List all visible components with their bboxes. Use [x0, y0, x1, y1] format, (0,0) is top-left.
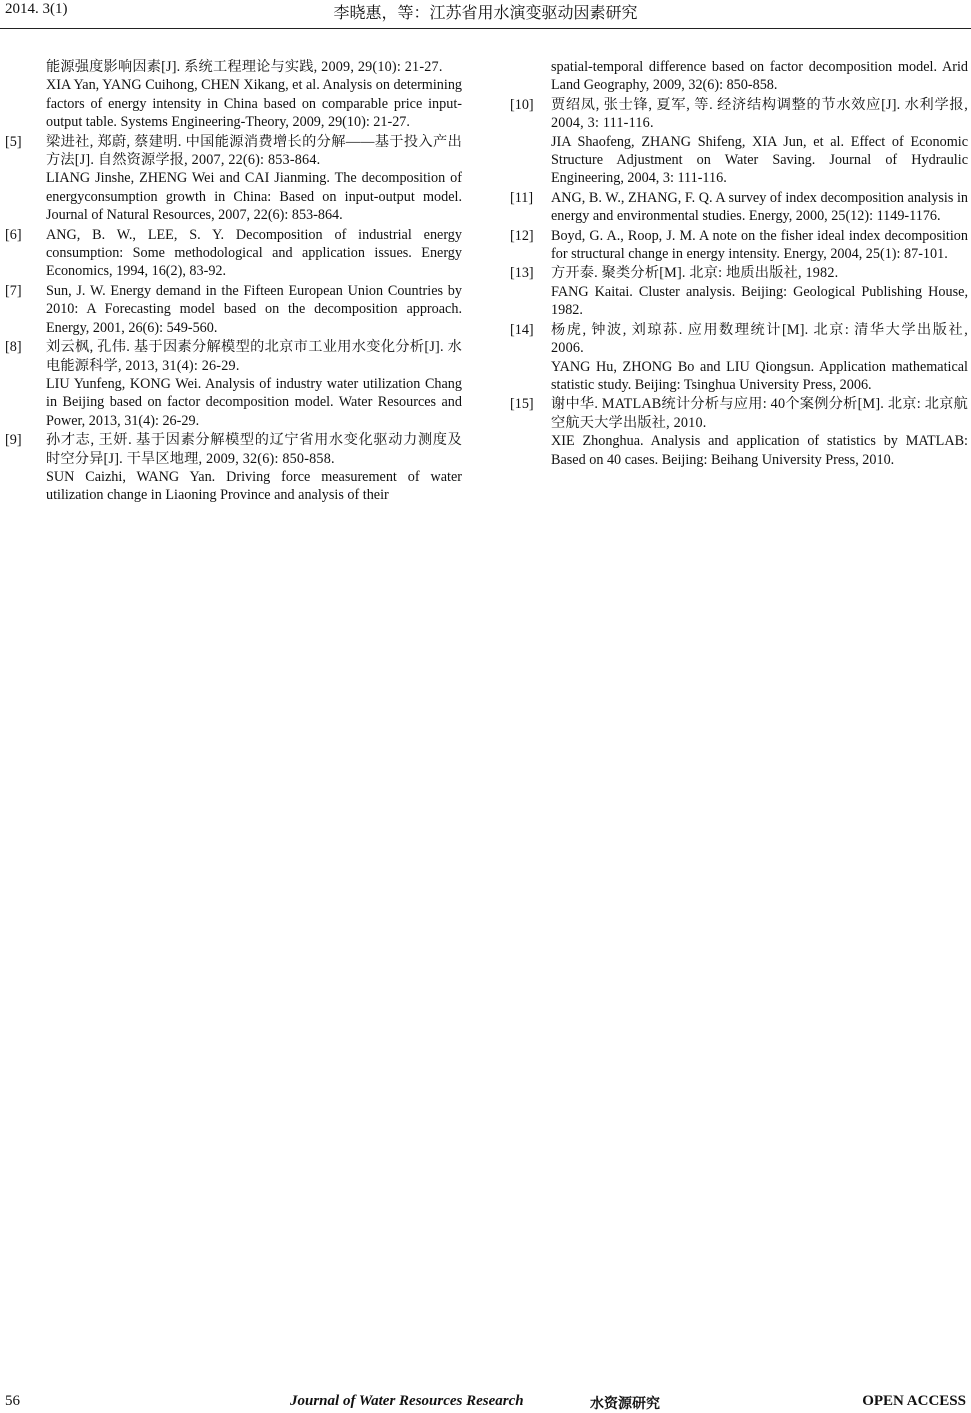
- reference-number: [9]: [5, 432, 22, 449]
- reference-text: YANG Hu, ZHONG Bo and LIU Qiongsun. Application mathematical statistic study. Beijing: Tsinghua University Press, 2006.: [551, 358, 968, 393]
- reference-number: [12]: [510, 227, 534, 244]
- reference-entry: [510, 189, 968, 226]
- reference-text: 杨虎, 钟波, 刘琼荪. 应用数理统计[M]. 北京: 清华大学出版社, 2006.: [551, 321, 968, 357]
- reference-text: 孙才志, 王妍. 基于因素分解模型的辽宁省用水变化驱动力测度及时空分异[J]. 干旱区地理, 2009, 32(6): 850-858.: [46, 432, 462, 467]
- reference-text: JIA Shaofeng, ZHANG Shifeng, XIA Jun, et al. Effect of Economic Structure Adjustment on Water Saving. Journal of Hydraulic Engineering, 2004, 3: 111-116.: [551, 133, 968, 187]
- reference-entry: [510, 227, 968, 264]
- reference-number: [6]: [5, 226, 22, 243]
- reference-entry: [5, 58, 462, 132]
- reference-entry: [510, 264, 968, 319]
- reference-number: [15]: [510, 396, 534, 413]
- reference-text: 能源强度影响因素[J]. 系统工程理论与实践, 2009, 29(10): 21-27.: [46, 59, 443, 75]
- open-access-label: OPEN ACCESS: [862, 1393, 966, 1409]
- reference-text: 刘云枫, 孔伟. 基于因素分解模型的北京市工业用水变化分析[J]. 水电能源科学, 2013, 31(4): 26-29.: [46, 339, 462, 374]
- reference-entry: [5, 282, 462, 337]
- references-left-column: [5, 58, 462, 506]
- reference-text: 谢中华. MATLAB统计分析与应用: 40个案例分析[M]. 北京: 北京航空航天大学出版社, 2010.: [551, 396, 968, 431]
- reference-text: SUN Caizhi, WANG Yan. Driving force measurement of water utilization change in Liaoning Province and analysis of their: [46, 468, 462, 504]
- reference-text: Sun, J. W. Energy demand in the Fifteen European Union Countries by 2010: A Forecasting model based on the decomposition approach. Energy, 2001, 26(6): 549-560.: [46, 282, 462, 336]
- issue-label: 2014. 3(1): [5, 1, 68, 17]
- references-right-column: [510, 58, 968, 470]
- reference-entry: [510, 58, 968, 95]
- reference-text: Boyd, G. A., Roop, J. M. A note on the fisher ideal index decomposition for structural change in energy intensity. Energy, 2004, 25(1): 87-101.: [551, 227, 968, 263]
- reference-text: 梁进社, 郑蔚, 蔡建明. 中国能源消费增长的分解——基于投入产出方法[J]. 自然资源学报, 2007, 22(6): 853-864.: [46, 133, 462, 169]
- reference-number: [7]: [5, 282, 22, 299]
- reference-text: FANG Kaitai. Cluster analysis. Beijing: Geological Publishing House, 1982.: [551, 283, 968, 319]
- reference-text: LIU Yunfeng, KONG Wei. Analysis of industry water utilization Chang in Beijing based on factor decomposition model. Water Resources and Power, 2013, 31(4): 26-29.: [46, 375, 462, 429]
- reference-entry: [5, 431, 462, 505]
- reference-text: XIE Zhonghua. Analysis and application of statistics by MATLAB: Based on 40 cases. Beijing: Beihang University Press, 2010.: [551, 433, 968, 468]
- reference-text: spatial-temporal difference based on factor decomposition model. Arid Land Geography, 2009, 32(6): 850-858.: [551, 59, 968, 94]
- journal-title-zh: 水资源研究: [590, 1396, 660, 1412]
- reference-number: [11]: [510, 189, 534, 206]
- reference-number: [14]: [510, 321, 534, 338]
- page-footer: [0, 1391, 971, 1413]
- page-number: 56: [5, 1393, 20, 1409]
- reference-entry: [5, 133, 462, 225]
- reference-number: [5]: [5, 133, 22, 150]
- reference-entry: [510, 321, 968, 395]
- page-header: [0, 0, 971, 29]
- reference-number: [13]: [510, 265, 534, 282]
- reference-number: [8]: [5, 339, 22, 356]
- journal-title-en: Journal of Water Resources Research: [290, 1393, 524, 1409]
- reference-text: ANG, B. W., ZHANG, F. Q. A survey of index decomposition analysis in energy and environmental studies. Energy, 2000, 25(12): 1149-1176.: [551, 189, 968, 225]
- reference-text: 方开泰. 聚类分析[M]. 北京: 地质出版社, 1982.: [551, 265, 839, 282]
- reference-number: [10]: [510, 96, 534, 113]
- reference-text: ANG, B. W., LEE, S. Y. Decomposition of industrial energy consumption: Some methodological and application issues. Energy Economics, 1994, 16(2), 83-92.: [46, 226, 462, 280]
- reference-text: 贾绍凤, 张士锋, 夏军, 等. 经济结构调整的节水效应[J]. 水利学报, 2004, 3: 111-116.: [551, 96, 968, 132]
- running-title: 李晓惠，等：江苏省用水演变驱动因素研究: [333, 5, 638, 22]
- reference-entry: [5, 338, 462, 430]
- reference-entry: [510, 96, 968, 188]
- reference-text: XIA Yan, YANG Cuihong, CHEN Xikang, et al. Analysis on determining factors of energy intensity in China based on comparable price input-output table. Systems Engineering-Theory, 2009, 29(10): 21-27.: [46, 77, 463, 131]
- reference-text: LIANG Jinshe, ZHENG Wei and CAI Jianming. The decomposition of energyconsumption growth in China: Based on input-output model. Journal of Natural Resources, 2007, 22(6): 853-864.: [46, 170, 462, 224]
- reference-entry: [5, 226, 462, 281]
- reference-entry: [510, 395, 968, 469]
